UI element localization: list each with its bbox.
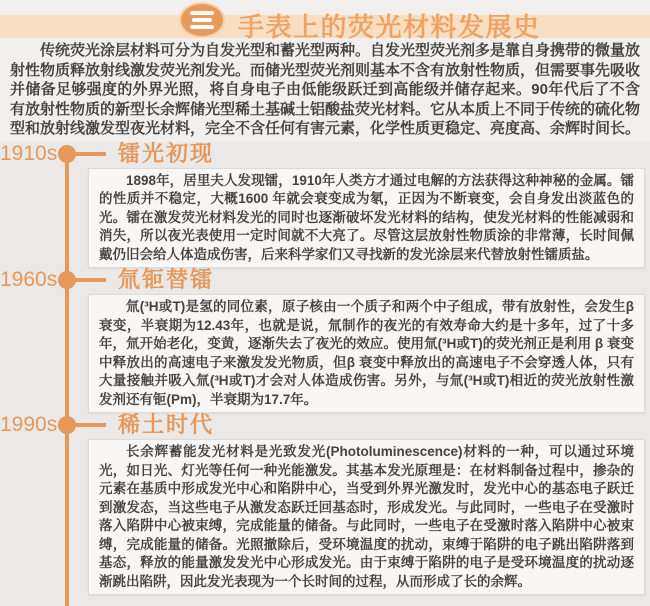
section-body-text: 长余辉蓄能发光材料是光致发光(Photoluminescence)材料的一种，可以通过环境光，如日光、灯光等任何一种光能激发。其基本发光原理是：在材料制备过程中，掺杂的元素在基质中形成发光中心和陷阱中心，当受到外界光激发时，发光中心的基态电子跃迁到激发态，当这些电子从激发态跃迁回基态时，形成发光。与此同时，一些电子在受激时落入陷阱中心被束缚，完成能量的储备。与此同时，一些电子在受激时落入陷阱中心被束缚，完成能量的储备。光照撤除后，受环境温度的扰动，束缚于陷阱的电子跳出陷阱落到基态，释放的能量激发发光中心形成发光。由于束缚于陷阱的电子是受环境温度的扰动逐渐跳出陷阱，因此发光表现为一个长时间的过程，从而形成了长的余辉。	[99, 444, 634, 589]
timeline-dot	[58, 145, 76, 163]
section-body-box	[88, 294, 645, 413]
timeline	[0, 142, 650, 596]
era-row	[0, 142, 650, 166]
era-row	[0, 413, 650, 437]
page-title: 手表上的荧光材料发展史	[238, 12, 541, 42]
timeline-dot	[58, 271, 76, 289]
timeline-section-1910s	[0, 142, 650, 269]
intro-panel	[0, 38, 650, 142]
timeline-dot	[58, 416, 76, 434]
era-label: 1910s	[0, 141, 58, 165]
section-body-box	[88, 168, 645, 269]
three-lines-icon	[179, 2, 225, 38]
timeline-section-1990s	[0, 413, 650, 595]
era-row	[0, 268, 650, 292]
section-body-text: 氚(³H或T)是氢的同位素，原子核由一个质子和两个中子组成，带有放射性，会发生β 衰变，半衰期为12.43年，也就是说，氚制作的夜光的有效寿命大约是十多年，过了十多年，氚开始老化，变黄，逐渐失去了夜光的效应。使用氚(³H或T)的荧光剂正是利用 β 衰变中释放出的高速电子来激发发光物质，但β 衰变中释放出的高速电子不会穿透人体，只有大量接触并吸入氚(³H或T)才会对人体造成伤害。另外，与氚(³H或T)相近的荧光放射性激发剂还有钷(Pm)，半衰期为17.7年。	[99, 299, 634, 407]
timeline-connector	[76, 423, 106, 427]
era-label: 1960s	[0, 268, 58, 291]
intro-text: 传统荧光涂层材料可分为自发光型和蓄光型两种。自发光型荧光剂多是靠自身携带的微量放射性物质释放射线激发荧光剂发光。而储光型荧光剂则基本不含有放射性物质，但需要事先吸收并储备足够强度的外界光照，将自身电子由低能级跃迁到高能级并储存起来。90年代后了不含有放射性物质的新型长余辉储光型稀土基碱土铝酸盐荧光材料。它从本质上不同于传统的硫化物型和放射线激发型夜光材料，完全不含任何有害元素，化学性质更稳定、亮度高、余辉时间长。	[10, 42, 641, 137]
era-label: 1990s	[0, 413, 58, 436]
timeline-connector	[76, 278, 106, 282]
section-heading: 氚钷替镭	[118, 267, 215, 292]
timeline-connector	[76, 152, 106, 156]
page-header	[0, 0, 650, 42]
section-heading: 镭光初现	[118, 140, 215, 166]
section-body-text: 1898年，居里夫人发现镭，1910年人类方才通过电解的方法获得这种神秘的金属。镭的性质并不稳定，大概1600 年就会衰变成为氡，正因为不断衰变，会自身发出淡蓝色的光。镭在激发荧光材料发光的同时也逐渐破坏发光材料的结构，使发光材料的性能减弱和消失，所以夜光表使用一定时间就不大亮了。尽管这层放射性物质涂的非常薄，长时间佩戴仍旧会给人体造成伤害，后来科学家们又寻找新的发光涂层来代替放射性镭质盐。	[99, 172, 634, 262]
section-heading: 稀土时代	[118, 412, 215, 437]
timeline-section-1960s	[0, 268, 650, 413]
section-body-box	[88, 439, 645, 595]
